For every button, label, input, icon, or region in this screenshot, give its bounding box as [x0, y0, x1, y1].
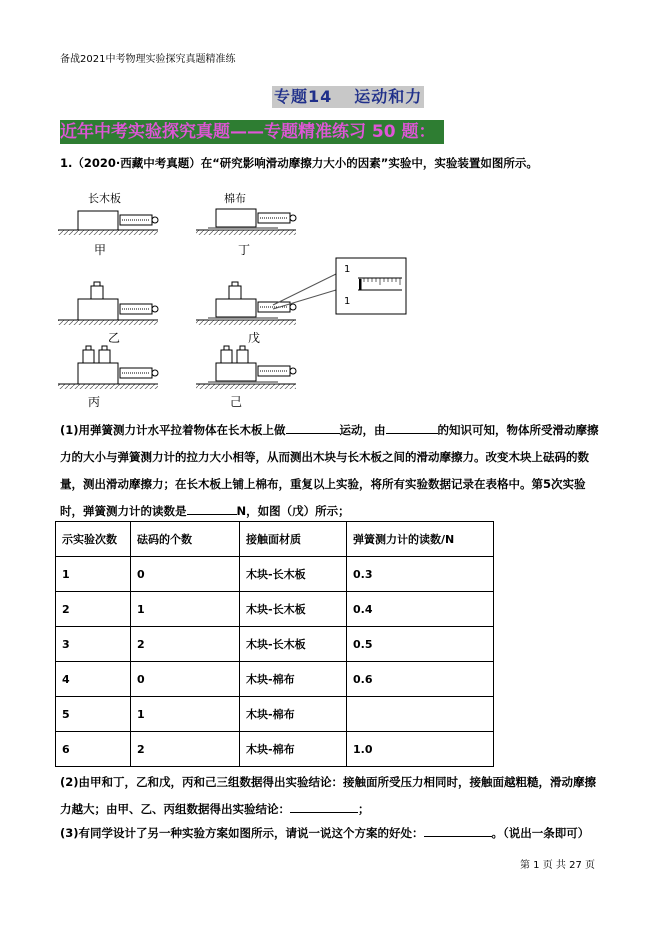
label-jia: 甲: [94, 243, 107, 257]
table-cell: 1: [131, 697, 240, 732]
answer-blank-conclusion[interactable]: [290, 800, 358, 813]
setup-jia: [58, 191, 158, 257]
part1-text-e: 量，测出滑动摩擦力；在长木板上铺上棉布，重复以上实验，将所有实验数据记录在表格中。第5次实验: [60, 477, 586, 491]
table-cell: 木块-长木板: [240, 627, 347, 662]
part2-text: [60, 769, 604, 823]
label-yi: 乙: [108, 331, 121, 345]
table-header: 砝码的个数: [131, 522, 240, 557]
answer-blank-knowledge[interactable]: [386, 421, 438, 434]
part2-text-a: (2)由甲和丁，乙和戊，丙和己三组数据得出实验结论：接触面所受压力相同时，接触面越粗糙，滑动摩擦: [60, 775, 597, 789]
table-cell: 0.3: [347, 557, 494, 592]
table-cell: 2: [131, 732, 240, 767]
scale-tick-bottom: 1: [344, 296, 351, 307]
question-stem: 1.（2020·西藏中考真题）在“研究影响滑动摩擦力大小的因素”实验中，实验装置如图所示。: [60, 156, 538, 170]
setup-bing: [58, 346, 158, 409]
table-cell: 0.4: [347, 592, 494, 627]
scale-tick-top: 1: [344, 264, 351, 275]
table-row: [56, 662, 494, 697]
part1-text-f: 时，弹簧测力计的读数是: [60, 504, 187, 518]
answer-blank-advantage[interactable]: [424, 824, 492, 837]
table-header: 弹簧测力计的读数/N: [347, 522, 494, 557]
part1-text-c: 的知识可知，物体所受滑动摩擦: [437, 423, 599, 437]
table-cell: 6: [56, 732, 131, 767]
table-cell: 3: [56, 627, 131, 662]
cloth-label: 棉布: [224, 192, 246, 205]
table-cell: 1: [131, 592, 240, 627]
answer-blank-motion[interactable]: [286, 421, 340, 434]
table-row: [56, 697, 494, 732]
topic-number: 专题14: [274, 87, 333, 106]
setup-wu: [196, 274, 336, 345]
table-cell: 木块-棉布: [240, 662, 347, 697]
label-wu: 戊: [248, 331, 261, 345]
table-cell: 0.5: [347, 627, 494, 662]
part3-text-a: (3)有同学设计了另一种实验方案如图所示，请说一说这个方案的好处：: [60, 826, 424, 840]
table-cell: 0: [131, 557, 240, 592]
table-header-row: [56, 522, 494, 557]
table-cell: 1: [56, 557, 131, 592]
table-row: [56, 557, 494, 592]
data-table: [55, 521, 494, 767]
page-footer: 第 1 页 共 27 页: [520, 860, 595, 871]
part1-text-g: N，如图（戊）所示；: [236, 504, 350, 518]
table-cell: 2: [131, 627, 240, 662]
setup-ji: [196, 346, 296, 409]
section-banner: 近年中考实验探究真题——专题精准练习 50 题：: [60, 120, 444, 144]
table-cell: 2: [56, 592, 131, 627]
table-row: [56, 732, 494, 767]
table-row: [56, 627, 494, 662]
label-ding: 丁: [238, 243, 251, 257]
table-cell: 木块-棉布: [240, 732, 347, 767]
label-bing: 丙: [88, 395, 101, 409]
label-ji: 己: [230, 395, 243, 409]
table-cell: 5: [56, 697, 131, 732]
experiment-figure: [58, 186, 413, 414]
table-cell: 4: [56, 662, 131, 697]
table-cell: 木块-长木板: [240, 592, 347, 627]
topic-name: 运动和力: [354, 87, 423, 106]
table-cell: 0.6: [347, 662, 494, 697]
answer-blank-reading[interactable]: [187, 502, 237, 515]
part2-text-b: 力越大；由甲、乙、丙组数据得出实验结论：: [60, 802, 290, 816]
setup-yi: [58, 282, 158, 345]
setup-ding: [196, 191, 296, 257]
table-header: 接触面材质: [240, 522, 347, 557]
table-header: 示实验次数: [56, 522, 131, 557]
part1-text-b: 运动，由: [339, 423, 386, 437]
table-cell: 0: [131, 662, 240, 697]
table-row: [56, 592, 494, 627]
topic-title: [272, 86, 424, 108]
board-label: 长木板: [88, 192, 121, 205]
table-cell[interactable]: [347, 697, 494, 732]
magnified-scale: [336, 258, 406, 314]
table-cell: 木块-长木板: [240, 557, 347, 592]
part2-text-c: ；: [358, 802, 370, 816]
part1-text-a: (1)用弹簧测力计水平拉着物体在长木板上做: [60, 423, 286, 437]
table-cell: 木块-棉布: [240, 697, 347, 732]
header-note: 备战2021中考物理实验探究真题精准练: [60, 54, 236, 65]
part3-text: [60, 820, 604, 847]
part1-text-d: 力的大小与弹簧测力计的拉力大小相等，从而测出木块与长木板之间的滑动摩擦力。改变木块上砝码的数: [60, 450, 589, 464]
part1-text: [60, 417, 604, 525]
table-cell: 1.0: [347, 732, 494, 767]
part3-text-b: 。（说出一条即可）: [491, 826, 590, 840]
